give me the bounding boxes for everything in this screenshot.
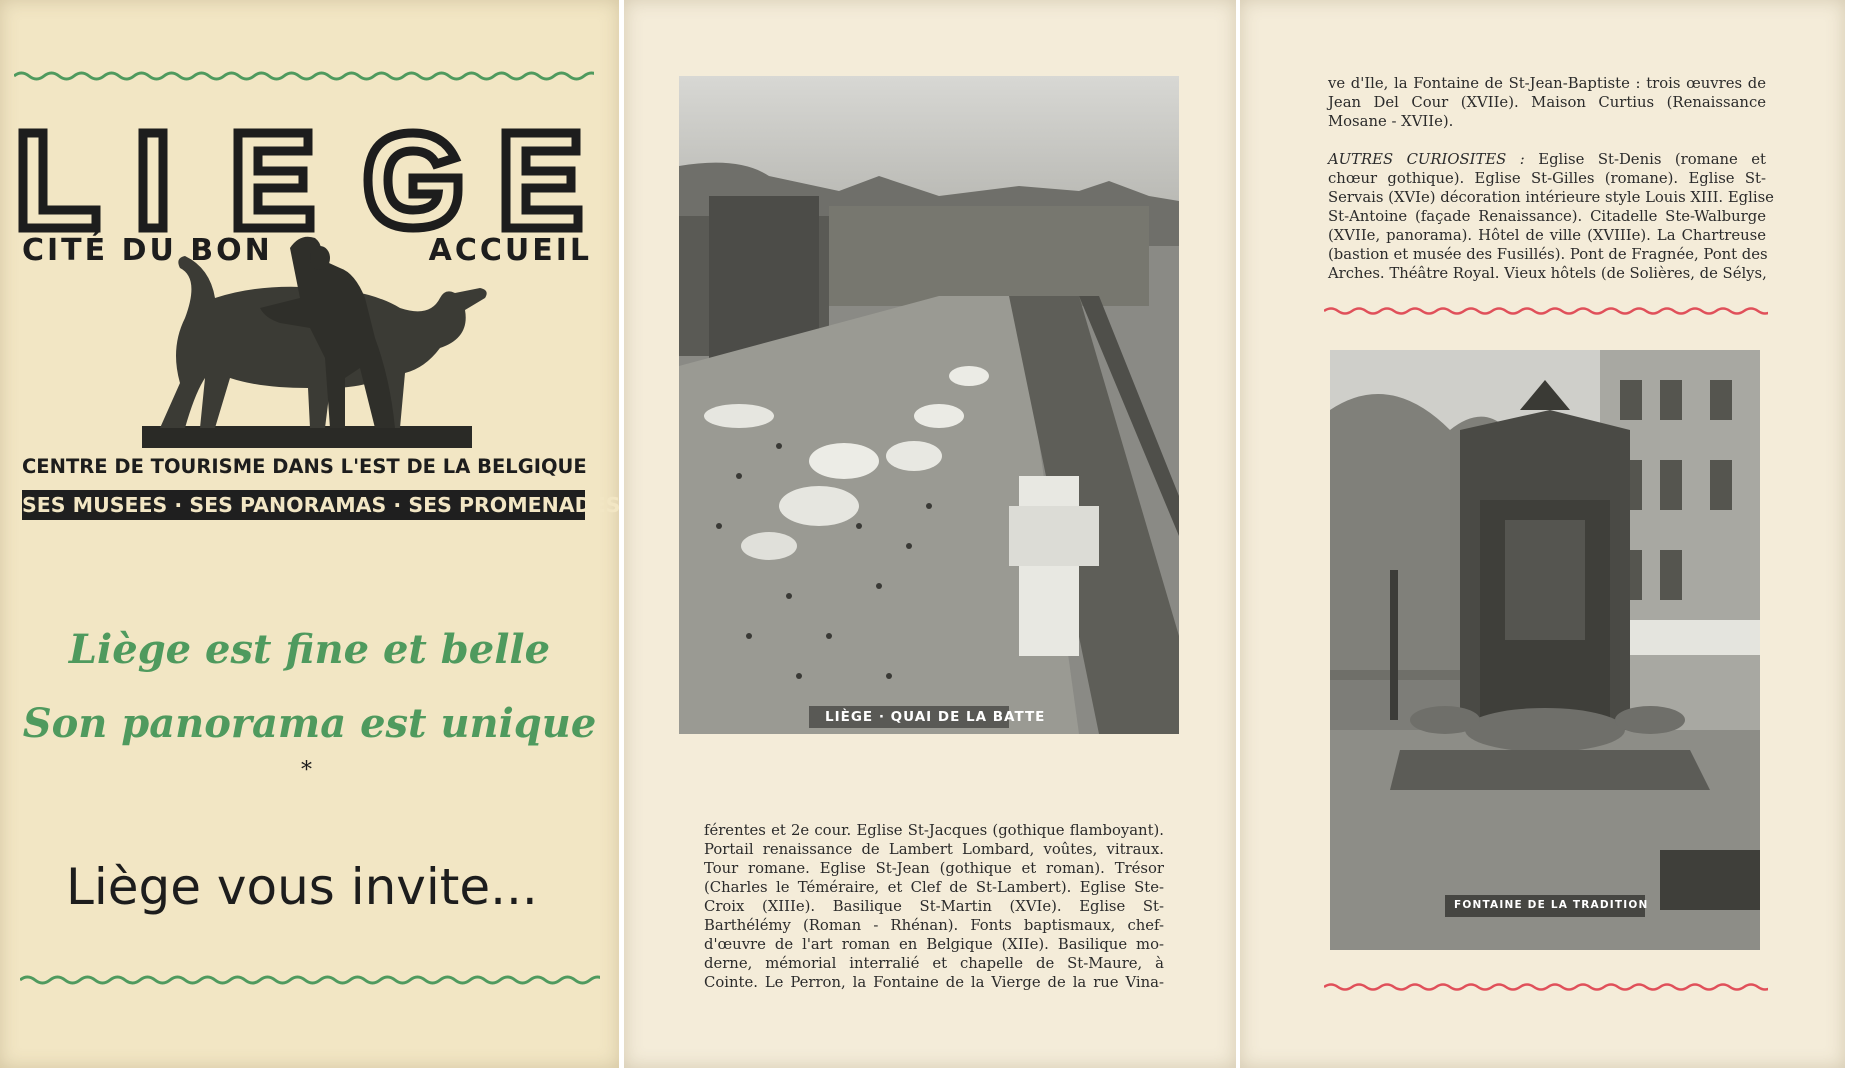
text-line: Jean Del Cour (XVIIe). Maison Curtius (Renaissance bbox=[1328, 94, 1766, 111]
bottom-wavy-rule bbox=[20, 974, 600, 986]
fontaine-photo bbox=[1330, 350, 1760, 950]
autres-heading: AUTRES CURIOSITES : bbox=[1328, 151, 1525, 168]
text-line: (XVIIe, panorama). Hôtel de ville (XVIIIe). La Chartreuse bbox=[1328, 227, 1766, 244]
bull-statue-illustration bbox=[140, 228, 500, 450]
invite-line: Liège vous invite... bbox=[66, 858, 538, 916]
text-line: ve d'Ile, la Fontaine de St-Jean-Baptiste : trois œuvres de bbox=[1328, 75, 1766, 92]
middle-body-text bbox=[704, 821, 1164, 992]
right-body-text-top bbox=[1328, 74, 1766, 131]
subtitle-left: CITÉ DU BON bbox=[22, 233, 273, 268]
text-line: Barthélémy (Roman - Rhénan). Fonts baptismaux, chef- bbox=[704, 917, 1164, 934]
text-line: chœur gothique). Eglise St-Gilles (romane). Eglise St- bbox=[1328, 170, 1766, 187]
text-line: (Charles le Téméraire, et Clef de St-Lambert). Eglise Ste- bbox=[704, 879, 1164, 896]
star-ornament: * bbox=[301, 758, 312, 783]
text-line: St-Antoine (façade Renaissance). Citadelle Ste-Walburge bbox=[1328, 208, 1766, 225]
slogan-line-2: Son panorama est unique bbox=[22, 700, 597, 747]
text-line: Mosane - XVIIe). bbox=[1328, 113, 1454, 130]
subtitle-right: ACCUEIL bbox=[428, 233, 592, 268]
slogan-line-1: Liège est fine et belle bbox=[68, 626, 551, 673]
text-line: Arches. Théâtre Royal. Vieux hôtels (de Solières, de Sélys, bbox=[1328, 265, 1767, 282]
text-line: Tour romane. Eglise St-Jean (gothique et roman). Trésor bbox=[704, 860, 1164, 877]
centre-tourisme-line: CENTRE DE TOURISME DANS L'EST DE LA BELGIQUE bbox=[22, 455, 587, 478]
top-wavy-rule bbox=[14, 70, 594, 82]
text-line: férentes et 2e cour. Eglise St-Jacques (gothique flamboyant). bbox=[704, 822, 1164, 839]
text-line: derne, mémorial interralié et chapelle de St-Maure, à bbox=[704, 955, 1164, 972]
museums-banner: SES MUSEES · SES PANORAMAS · SES PROMENADES bbox=[22, 490, 585, 520]
text-line: (bastion et musée des Fusillés). Pont de Fragnée, Pont des bbox=[1328, 246, 1768, 263]
text-line: Eglise St-Denis (romane et bbox=[1538, 151, 1766, 168]
liege-title-logo bbox=[18, 128, 588, 238]
autres-first-line bbox=[1328, 150, 1766, 169]
text-line: Portail renaissance de Lambert Lombard, voûtes, vitraux. bbox=[704, 841, 1164, 858]
top-red-wavy-rule bbox=[1324, 306, 1768, 316]
bottom-red-wavy-rule bbox=[1324, 982, 1768, 992]
cover-panel bbox=[0, 0, 619, 1068]
text-line: Cointe. Le Perron, la Fontaine de la Vierge de la rue Vina- bbox=[704, 974, 1164, 991]
text-line: Croix (XIIIe). Basilique St-Martin (XVIe). Eglise St- bbox=[704, 898, 1164, 915]
right-body-text-autres bbox=[1328, 150, 1774, 283]
text-line: Servais (XVIe) décoration intérieure style Louis XIII. Eglise bbox=[1328, 189, 1774, 206]
fontaine-photo-caption: FONTAINE DE LA TRADITION bbox=[1454, 899, 1649, 911]
quai-photo-caption: LIÈGE · QUAI DE LA BATTE bbox=[825, 709, 1046, 725]
right-panel bbox=[1240, 0, 1845, 1068]
middle-panel bbox=[624, 0, 1236, 1068]
quai-de-la-batte-photo bbox=[679, 76, 1179, 734]
text-line: d'œuvre de l'art roman en Belgique (XIIe). Basilique mo- bbox=[704, 936, 1164, 953]
